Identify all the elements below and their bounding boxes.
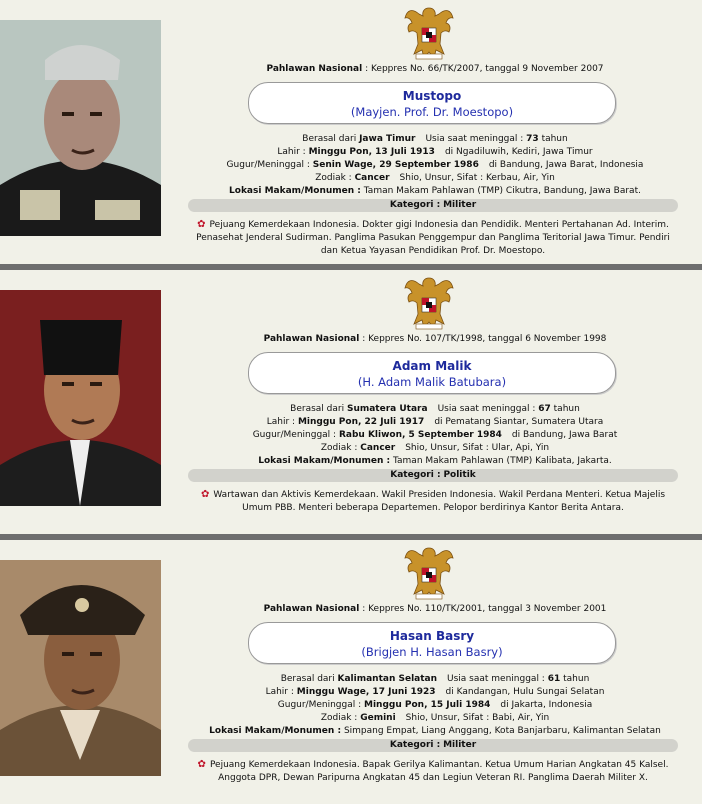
field-description: Wartawan dan Aktivis Kemerdekaan. Wakil Presiden Indonesia. Wakil Perdana Menteri. Ketua Majelis Umum PBB. Menteri beberapa Departemen. Pelopor berdirinya Kantor Berita Antara. bbox=[213, 490, 666, 513]
hero-card-2 bbox=[0, 270, 702, 534]
decree-label: Pahlawan Nasional bbox=[263, 334, 360, 344]
flower-bullet-icon: ✿ bbox=[197, 219, 206, 230]
died-row bbox=[168, 159, 702, 172]
field-shio: Shio, Unsur, Sifat : Ular, Api, Yin bbox=[405, 443, 550, 453]
field-zodiac: Cancer bbox=[360, 443, 396, 453]
hero-full-name: (H. Adam Malik Batubara) bbox=[357, 375, 507, 389]
hero-name: Hasan Basry bbox=[389, 629, 475, 643]
field-died-label: Gugur/Meninggal : bbox=[277, 700, 362, 710]
field-shio: Shio, Unsur, Sifat : Kerbau, Air, Yin bbox=[399, 173, 555, 183]
field-born-label: Lahir : bbox=[277, 147, 306, 157]
field-age-label: Usia saat meninggal : bbox=[447, 674, 545, 684]
field-zodiac-label: Zodiak : bbox=[320, 713, 358, 723]
field-origin: Jawa Timur bbox=[359, 134, 416, 144]
field-age-label: Usia saat meninggal : bbox=[425, 134, 524, 144]
grave-row bbox=[168, 185, 702, 198]
field-grave: Taman Makam Pahlawan (TMP) Kalibata, Jakarta. bbox=[393, 456, 612, 466]
field-zodiac-label: Zodiak : bbox=[320, 443, 358, 453]
hero-photo bbox=[0, 560, 161, 776]
field-category: Militer bbox=[443, 200, 477, 210]
field-zodiac-label: Zodiak : bbox=[315, 173, 352, 183]
grave-row bbox=[168, 725, 702, 738]
field-age-unit: tahun bbox=[541, 134, 568, 144]
field-origin: Sumatera Utara bbox=[346, 404, 428, 414]
decree-label: Pahlawan Nasional bbox=[263, 604, 360, 614]
field-category-label: Kategori : bbox=[389, 740, 441, 750]
field-age-unit: tahun bbox=[563, 674, 590, 684]
field-category: Militer bbox=[443, 740, 477, 750]
field-grave-label: Lokasi Makam/Monumen : bbox=[229, 186, 361, 196]
died-row bbox=[168, 699, 702, 712]
hero-info bbox=[168, 673, 702, 738]
field-died-day: Senin Wage, 29 September 1986 bbox=[312, 160, 479, 170]
field-description: Pejuang Kemerdekaan Indonesia. Bapak Gerilya Kalimantan. Ketua Umum Harian Angkatan 45 Kalsel. Anggota DPR, Dewan Paripurna Angkatan 45 dan Legiun Veteran RI. Panglima Daerah Militer X. bbox=[209, 760, 669, 783]
field-zodiac: Cancer bbox=[354, 173, 390, 183]
decree-line bbox=[168, 64, 702, 74]
hero-photo bbox=[0, 290, 161, 506]
field-died-place: di Bandung, Jawa Barat bbox=[511, 430, 618, 440]
garuda-emblem-icon bbox=[404, 4, 454, 62]
decree-text: : Keppres No. 107/TK/1998, tanggal 6 November 1998 bbox=[362, 334, 607, 344]
field-died-place: di Bandung, Jawa Barat, Indonesia bbox=[488, 160, 644, 170]
flower-bullet-icon: ✿ bbox=[200, 489, 210, 500]
name-box bbox=[248, 622, 616, 664]
origin-row bbox=[168, 403, 702, 416]
origin-row bbox=[168, 133, 702, 146]
hero-description bbox=[188, 488, 678, 515]
field-grave-label: Lokasi Makam/Monumen : bbox=[258, 456, 391, 466]
garuda-emblem-icon bbox=[404, 274, 454, 332]
category-bar bbox=[188, 739, 678, 752]
hero-info bbox=[168, 403, 702, 468]
decree-text: : Keppres No. 110/TK/2001, tanggal 3 November 2001 bbox=[362, 604, 607, 614]
field-category: Politik bbox=[443, 470, 476, 480]
zodiac-row bbox=[168, 172, 702, 185]
field-category-label: Kategori : bbox=[389, 200, 441, 210]
field-died-label: Gugur/Meninggal : bbox=[226, 160, 310, 170]
hero-card-3 bbox=[0, 540, 702, 804]
flower-bullet-icon: ✿ bbox=[197, 759, 206, 770]
field-zodiac: Gemini bbox=[360, 713, 396, 723]
hero-full-name: (Brigjen H. Hasan Basry) bbox=[361, 645, 503, 659]
hero-name: Mustopo bbox=[402, 89, 462, 103]
field-age-unit: tahun bbox=[553, 404, 580, 414]
field-born-place: di Kandangan, Hulu Sungai Selatan bbox=[445, 687, 605, 697]
garuda-emblem-icon bbox=[404, 544, 454, 602]
decree-line bbox=[168, 604, 702, 614]
field-died-place: di Jakarta, Indonesia bbox=[500, 700, 593, 710]
field-born-day: Minggu Pon, 22 Juli 1917 bbox=[297, 417, 425, 427]
field-born-day: Minggu Wage, 17 Juni 1923 bbox=[296, 687, 436, 697]
field-age: 73 bbox=[526, 134, 539, 144]
hero-description bbox=[188, 758, 678, 785]
born-row bbox=[168, 686, 702, 699]
hero-name: Adam Malik bbox=[392, 359, 472, 373]
zodiac-row bbox=[168, 712, 702, 725]
field-origin: Kalimantan Selatan bbox=[337, 674, 438, 684]
category-bar bbox=[188, 199, 678, 212]
field-origin-label: Berasal dari bbox=[280, 674, 335, 684]
field-died-label: Gugur/Meninggal : bbox=[252, 430, 337, 440]
field-born-label: Lahir : bbox=[265, 687, 294, 697]
field-origin-label: Berasal dari bbox=[290, 404, 345, 414]
field-grave-label: Lokasi Makam/Monumen : bbox=[209, 726, 342, 736]
field-age: 67 bbox=[538, 404, 551, 414]
field-origin-label: Berasal dari bbox=[302, 134, 357, 144]
born-row bbox=[168, 416, 702, 429]
category-bar bbox=[188, 469, 678, 482]
hero-card-1 bbox=[0, 0, 702, 264]
hero-photo bbox=[0, 20, 161, 236]
grave-row bbox=[168, 455, 702, 468]
name-box bbox=[248, 82, 616, 124]
decree-label: Pahlawan Nasional bbox=[266, 64, 363, 74]
hero-full-name: (Mayjen. Prof. Dr. Moestopo) bbox=[350, 105, 514, 119]
field-category-label: Kategori : bbox=[390, 470, 441, 480]
field-grave: Taman Makam Pahlawan (TMP) Cikutra, Bandung, Jawa Barat. bbox=[363, 186, 641, 196]
died-row bbox=[168, 429, 702, 442]
field-born-place: di Ngadiluwih, Kediri, Jawa Timur bbox=[444, 147, 593, 157]
field-born-place: di Pematang Siantar, Sumatera Utara bbox=[434, 417, 604, 427]
field-age: 61 bbox=[547, 674, 561, 684]
decree-line bbox=[168, 334, 702, 344]
field-grave: Simpang Empat, Liang Anggang, Kota Banjarbaru, Kalimantan Selatan bbox=[343, 726, 661, 736]
field-born-label: Lahir : bbox=[266, 417, 296, 427]
born-row bbox=[168, 146, 702, 159]
field-shio: Shio, Unsur, Sifat : Babi, Air, Yin bbox=[405, 713, 550, 723]
hero-description bbox=[188, 218, 678, 258]
field-born-day: Minggu Pon, 13 Juli 1913 bbox=[308, 147, 435, 157]
field-died-day: Minggu Pon, 15 Juli 1984 bbox=[364, 700, 491, 710]
hero-info bbox=[168, 133, 702, 198]
zodiac-row bbox=[168, 442, 702, 455]
name-box bbox=[248, 352, 616, 394]
field-died-day: Rabu Kliwon, 5 September 1984 bbox=[338, 430, 502, 440]
field-description: Pejuang Kemerdekaan Indonesia. Dokter gigi Indonesia dan Pendidik. Menteri Pertahanan Ad. Interim. Penasehat Jenderal Sudirman. Panglima Pasukan Penggempur dan Panglima Teritorial Jawa Timur. Pendiri dan Ketua Yayasan Pendidikan Prof. Dr. Moestopo. bbox=[196, 220, 670, 256]
field-age-label: Usia saat meninggal : bbox=[437, 404, 536, 414]
decree-text: : Keppres No. 66/TK/2007, tanggal 9 November 2007 bbox=[365, 64, 604, 74]
origin-row bbox=[168, 673, 702, 686]
